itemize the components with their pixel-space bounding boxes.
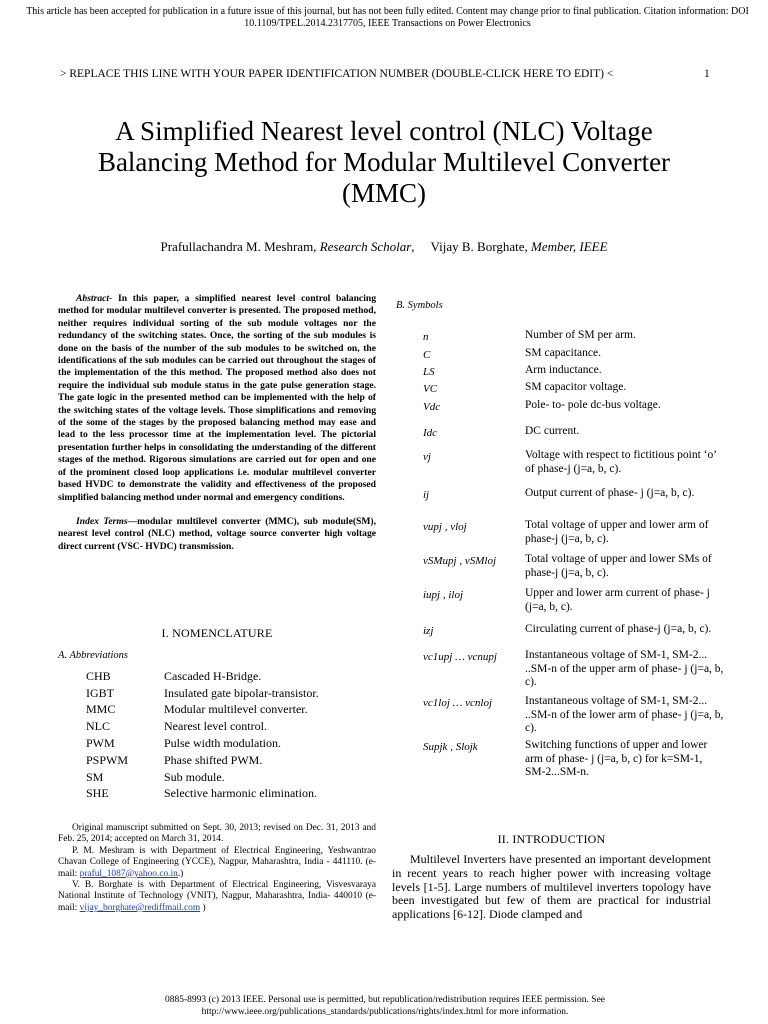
symbol-notation: Supjk , Slojk (423, 741, 478, 753)
index-terms-lead: Index Terms (76, 515, 128, 527)
abbreviation-definition: Sub module. (164, 769, 225, 784)
symbol-description: SM capacitor voltage. (525, 381, 627, 393)
abbreviation-definition: Cascaded H-Bridge. (164, 668, 262, 683)
author-1-name: Prafullachandra M. Meshram, (160, 239, 320, 254)
abbreviation-term: CHB (86, 668, 111, 683)
abbreviation-term: SHE (86, 786, 109, 801)
symbol-notation: n (423, 331, 429, 343)
abbreviation-definition: Phase shifted PWM. (164, 752, 263, 767)
abbreviation-definition: Modular multilevel converter. (164, 702, 308, 717)
abstract-lead: Abstract- (76, 293, 113, 304)
index-terms (58, 516, 376, 553)
symbol-description: SM capacitance. (525, 347, 601, 359)
symbol-notation: LS (423, 366, 435, 378)
symbol-description: Voltage with respect to fictitious point ‘o’ of phase-j (j=a, b, c). (525, 449, 717, 475)
page-number: 1 (704, 68, 710, 80)
symbol-notation: Idc (423, 427, 438, 439)
abbreviation-definition: Insulated gate bipolar-transistor. (164, 685, 319, 700)
symbol-notation: vc1loj … vcnloj (423, 697, 493, 709)
abbreviation-row (60, 752, 380, 769)
abstract (58, 293, 376, 504)
abstract-text: In this paper, a simplified nearest level control balancing method for modular multilevel converter is presented. The proposed method, neither requires individual sorting of the sub module voltages nor the redundancy of the switching states. Once, the sorting of the sub modules is done on the basis of the number of the sub modules to be switched on, the identifications of the sub modules can be carried out throughout the stages of the implementation of the this method. The proposed method also does not require the individual sub module status in the gate pulse generation stage. The gate logic in the presented method can be implemented with the help of the switching states of the voltage levels. Those simplifications and removing of the some of the stages by the proposed balancing method may ease and lead to the less processor time at the implementation level. The pictorial presentation further helps in consolidating the understanding of the different stages of the method. Rigorous simulations are carried out for open and one of the prominent closed loop applications i.e. modular multilevel converter based HVDC to demonstrate the validity and effectiveness of the proposed simplified balancing method under normal and emergency conditions. (58, 293, 376, 503)
symbol-description: DC current. (525, 425, 580, 437)
authors (100, 239, 668, 255)
abbreviation-row (60, 769, 380, 786)
symbol-description: Switching functions of upper and lower arm of phase- j (j=a, b, c) for k=SM-1, SM-2...SM-n. (525, 739, 708, 778)
abbreviation-term: MMC (86, 702, 116, 717)
symbol-notation: Vdc (423, 401, 441, 413)
abbreviation-row (60, 718, 380, 735)
left-column (58, 293, 376, 553)
author-1-role: Research Scholar (319, 239, 412, 254)
symbol-description: Arm inductance. (525, 364, 602, 376)
publication-notice: This article has been accepted for publication in a future issue of this journal, but has not been fully edited. Content may change prior to final publication. Citation information: DOI 10.1109/TPEL.2014.2317705, IEEE Transactions on Power Electronics (26, 6, 749, 29)
abbreviation-row (60, 786, 380, 803)
abbreviations-heading: A. Abbreviations (58, 650, 128, 661)
symbols-heading: B. Symbols (396, 300, 443, 311)
symbol-notation: C (423, 349, 431, 361)
symbol-notation: VC (423, 383, 438, 395)
symbol-description: Pole- to- pole dc-bus voltage. (525, 399, 661, 411)
author-separator: , (411, 239, 431, 254)
section-introduction-heading: II. INTRODUCTION (497, 832, 606, 846)
symbol-description: Output current of phase- j (j=a, b, c). (525, 487, 695, 499)
abbreviation-term: PSPWM (86, 752, 129, 767)
symbol-description: Upper and lower arm current of phase- j (j=a, b, c). (525, 587, 710, 613)
abbreviations-list (60, 668, 380, 802)
paper-title: A Simplified Nearest level control (NLC) Voltage Balancing Method for Modular Multilevel Converter (MMC) (97, 116, 671, 208)
abbreviation-row (60, 685, 380, 702)
abbreviation-row (60, 668, 380, 685)
abbreviation-definition: Selective harmonic elimination. (164, 786, 317, 801)
abbreviation-term: SM (86, 769, 104, 784)
footnote-author-2-text: V. B. Borghate is with Department of Electrical Engineering, Visvesvaraya National Institute of Technology (VNIT), Nagpur, Maharashtra, India- 440010 (e- mail: (58, 880, 376, 913)
symbol-notation: vc1upj … vcnupj (423, 651, 497, 663)
symbol-description: Instantaneous voltage of SM-1, SM-2... ..SM-n of the upper arm of phase- j (j=a, b, c). (525, 649, 724, 688)
symbol-notation: iupj , iloj (423, 589, 464, 601)
footnote-author-1 (58, 846, 376, 880)
paper-id-line: > REPLACE THIS LINE WITH YOUR PAPER IDENTIFICATION NUMBER (DOUBLE-CLICK HERE TO EDIT) < (60, 68, 614, 80)
index-terms-text: —modular multilevel converter (MMC), sub module(SM), nearest level control (NLC) method, voltage source converter high voltage direct current (VSC- HVDC) transmission. (58, 515, 376, 552)
author-2-name: Vijay B. Borghate, (430, 239, 531, 254)
section-nomenclature-heading: I. NOMENCLATURE (161, 626, 273, 640)
symbol-notation: vSMupj , vSMloj (423, 555, 497, 567)
symbol-description: Number of SM per arm. (525, 329, 636, 341)
introduction-text: Multilevel Inverters have presented an important development in recent years to reach higher power with increasing voltage levels [1-5]. Large numbers of multilevel inverters topology have been investigated but few of them are practical for industrial applications [6-12]. Diode clamped and (392, 852, 711, 922)
symbol-notation: vupj , vloj (423, 521, 467, 533)
abbreviation-definition: Pulse width modulation. (164, 736, 281, 751)
symbol-notation: ij (423, 489, 430, 501)
abbreviation-row (60, 735, 380, 752)
abbreviation-term: NLC (86, 719, 110, 734)
author-footnote (58, 823, 376, 914)
symbol-notation: vj (423, 451, 431, 463)
copyright-footer: 0885-8993 (c) 2013 IEEE. Personal use is permitted, but republication/redistribution requires IEEE permission. See http://www.ieee.org/publications_standards/publications/rights/index.html for more information. (164, 995, 606, 1017)
footnote-author-2 (58, 880, 376, 914)
footnote-author-1-end: .) (177, 868, 184, 879)
abbreviation-term: PWM (86, 736, 115, 751)
symbol-notation: izj (423, 625, 434, 637)
abbreviation-row (60, 702, 380, 719)
symbol-description: Total voltage of upper and lower arm of phase-j (j=a, b, c). (525, 519, 709, 545)
footnote-author-1-text: P. M. Meshram is with Department of Electrical Engineering, Yeshwantrao Chavan College of Engineering (YCCE), Nagpur, Maharashtra, India - 441110. (e- mail: (58, 845, 376, 879)
symbol-description: Instantaneous voltage of SM-1, SM-2... ..SM-n of the lower arm of phase- j (j=a, b, c). (525, 695, 724, 734)
footnote-author-2-end: ) (200, 902, 206, 913)
email-link-1[interactable]: praful_1087@yahoo.co.in (79, 868, 178, 879)
symbol-description: Circulating current of phase-j (j=a, b, c). (525, 623, 712, 635)
email-link-2[interactable]: vijay_borghate@rediffmail.com (79, 902, 201, 913)
symbol-description: Total voltage of upper and lower SMs of phase-j (j=a, b, c). (525, 553, 712, 579)
abbreviation-term: IGBT (86, 685, 114, 700)
footnote-manuscript: Original manuscript submitted on Sept. 30, 2013; revised on Dec. 31, 2013 and Feb. 25, 2014; accepted on March 31, 2014. (58, 823, 376, 845)
author-2-role: Member, IEEE (530, 239, 608, 254)
abbreviation-definition: Nearest level control. (164, 719, 267, 734)
